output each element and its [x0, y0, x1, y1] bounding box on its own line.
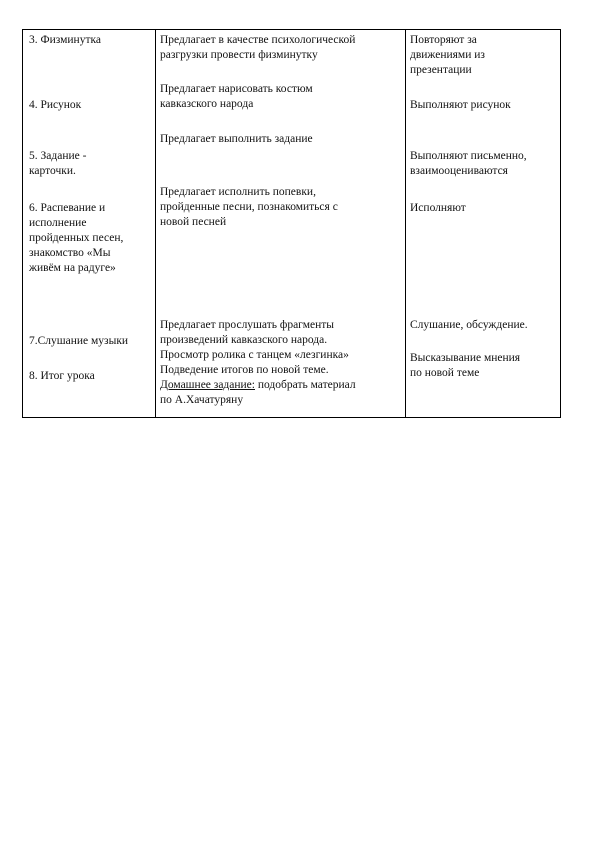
stage-line: 8. Итог урока [29, 370, 95, 382]
student-line: Выполняют рисунок [410, 99, 511, 111]
student-line: по новой теме [410, 367, 480, 379]
stage-cell [29, 98, 81, 113]
stage-cell [29, 201, 123, 276]
teacher-line: Предлагает выполнить задание [160, 133, 313, 145]
teacher-line: кавказского народа [160, 98, 254, 110]
homework-line [160, 378, 356, 393]
column-divider [155, 30, 156, 417]
student-line: взаимооцениваются [410, 165, 508, 177]
teacher-cell [160, 185, 338, 230]
student-cell [410, 351, 520, 381]
teacher-cell [160, 82, 313, 112]
stage-line: 3. Физминутка [29, 34, 101, 46]
lesson-plan-table [22, 29, 561, 418]
teacher-line: Предлагает в качестве психологической [160, 34, 356, 46]
teacher-line: Подведение итогов по новой теме. [160, 364, 329, 376]
stage-line: 6. Распевание и [29, 202, 106, 214]
teacher-line: произведений кавказского народа. [160, 334, 328, 346]
student-line: Исполняют [410, 202, 466, 214]
teacher-cell [160, 33, 355, 63]
student-cell [410, 98, 511, 113]
homework-text: подобрать материал [254, 379, 356, 391]
stage-line: живём на радуге» [29, 262, 116, 274]
teacher-line: разгрузки провести физминутку [160, 49, 318, 61]
stage-line: карточки. [29, 165, 76, 177]
column-divider [405, 30, 406, 417]
stage-line: пройденных песен, [29, 232, 124, 244]
stage-line: 4. Рисунок [29, 99, 82, 111]
teacher-cell [160, 318, 356, 408]
student-cell [410, 149, 527, 179]
stage-cell [29, 149, 86, 179]
stage-cell [29, 33, 101, 48]
stage-line: 5. Задание - [29, 150, 87, 162]
stage-line: исполнение [29, 217, 87, 229]
student-cell [410, 201, 466, 216]
student-cell [410, 33, 485, 78]
student-line: презентации [410, 64, 472, 76]
homework-line: по А.Хачатуряну [160, 394, 244, 406]
teacher-line: Предлагает исполнить попевки, [160, 186, 316, 198]
student-cell [410, 318, 528, 333]
stage-cell [29, 369, 95, 384]
student-line: Выполняют письменно, [410, 150, 527, 162]
teacher-line: новой песней [160, 216, 227, 228]
stage-cell [29, 334, 128, 349]
stage-line: знакомство «Мы [29, 247, 111, 259]
teacher-line: Предлагает прослушать фрагменты [160, 319, 335, 331]
teacher-cell [160, 132, 313, 147]
student-line: Высказывание мнения [410, 352, 521, 364]
student-line: движениями из [410, 49, 485, 61]
teacher-line: пройденные песни, познакомиться с [160, 201, 338, 213]
homework-label: Домашнее задание: [160, 379, 255, 391]
teacher-line: Предлагает нарисовать костюм [160, 83, 313, 95]
teacher-line: Просмотр ролика с танцем «лезгинка» [160, 349, 349, 361]
student-line: Повторяют за [410, 34, 477, 46]
stage-line: 7.Слушание музыки [29, 335, 129, 347]
student-line: Слушание, обсуждение. [410, 319, 528, 331]
